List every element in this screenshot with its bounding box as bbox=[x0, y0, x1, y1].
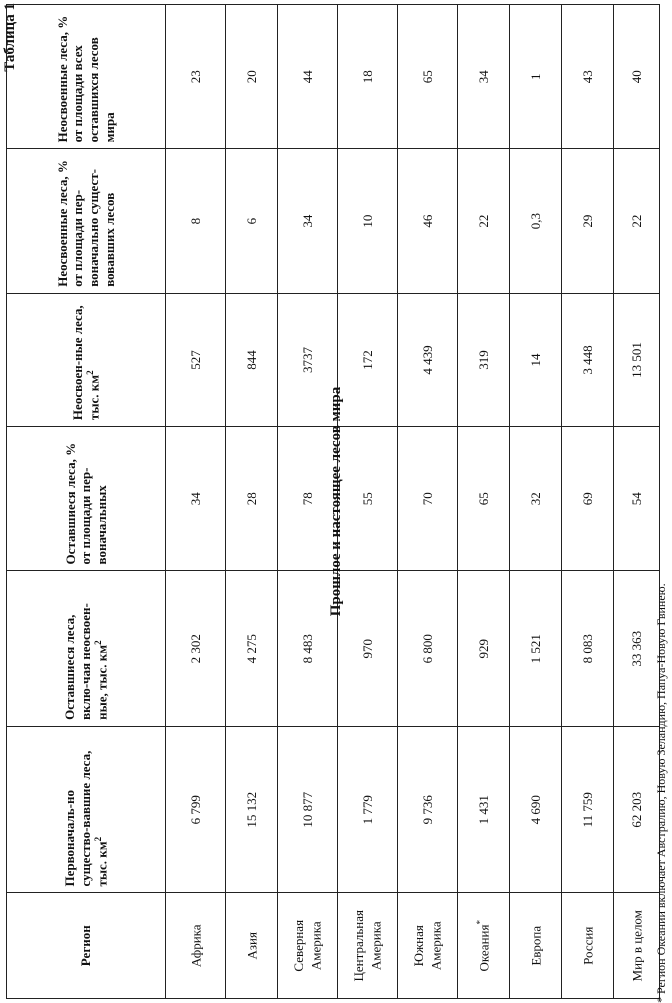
table-body bbox=[166, 5, 660, 999]
value-cell: 70 bbox=[398, 427, 458, 571]
value-cell: 172 bbox=[338, 293, 398, 426]
value-cell: 22 bbox=[614, 149, 660, 293]
value-cell: 6 800 bbox=[398, 571, 458, 726]
value-cell: 319 bbox=[458, 293, 510, 426]
region-cell: Европа bbox=[510, 893, 562, 999]
value-cell: 8 483 bbox=[278, 571, 338, 726]
header-original-forests: Первоначаль-но существо-вавшие леса, тыс. $км^2$ bbox=[7, 726, 166, 893]
value-cell: 69 bbox=[562, 427, 614, 571]
value-cell: 32 bbox=[510, 427, 562, 571]
value-cell: 0,3 bbox=[510, 149, 562, 293]
value-cell: 3737 bbox=[278, 293, 338, 426]
value-cell: 4 690 bbox=[510, 726, 562, 893]
table-title: Прошлое и настоящее лесов мира bbox=[328, 386, 344, 617]
header-frontier-percent-original: Неосвоенные леса, % от площади пер-воначально сущест-вовавших лесов bbox=[7, 149, 166, 293]
value-cell: 65 bbox=[458, 427, 510, 571]
region-cell: Мир в целом bbox=[614, 893, 660, 999]
value-cell: 10 877 bbox=[278, 726, 338, 893]
value-cell: 20 bbox=[226, 5, 278, 149]
value-cell: 14 bbox=[510, 293, 562, 426]
value-cell: 4 439 bbox=[398, 293, 458, 426]
value-cell: 40 bbox=[614, 5, 660, 149]
table-label: Таблица 1 bbox=[2, 3, 18, 72]
header-remaining-forests: Оставшиеся леса, вклю-чая неосвоен-ные, тыс. $км^2$ bbox=[7, 571, 166, 726]
region-cell: Азия bbox=[226, 893, 278, 999]
value-cell: 844 bbox=[226, 293, 278, 426]
value-cell: 8 bbox=[166, 149, 226, 293]
value-cell: 10 bbox=[338, 149, 398, 293]
table-row bbox=[166, 5, 226, 999]
value-cell: 13 501 bbox=[614, 293, 660, 426]
value-cell: 970 bbox=[338, 571, 398, 726]
region-cell: Северная Америка bbox=[278, 893, 338, 999]
value-cell: 23 bbox=[166, 5, 226, 149]
value-cell: 34 bbox=[458, 5, 510, 149]
region-cell: Африка bbox=[166, 893, 226, 999]
value-cell: 9 736 bbox=[398, 726, 458, 893]
region-cell: Россия bbox=[562, 893, 614, 999]
header-remaining-percent: Оставшиеся леса, % от площади пер-воначальных bbox=[7, 427, 166, 571]
value-cell: 33 363 bbox=[614, 571, 660, 726]
value-cell: 62 203 bbox=[614, 726, 660, 893]
value-cell: 28 bbox=[226, 427, 278, 571]
region-cell: Центральная Америка bbox=[338, 893, 398, 999]
table-row bbox=[510, 5, 562, 999]
region-cell: Южная Америка bbox=[398, 893, 458, 999]
value-cell: 34 bbox=[278, 149, 338, 293]
value-cell: 46 bbox=[398, 149, 458, 293]
region-cell: Океания* bbox=[458, 893, 510, 999]
table-row bbox=[398, 5, 458, 999]
value-cell: 22 bbox=[458, 149, 510, 293]
footnote: * Регион Океании включает Австралию, Новую Зеландию, Папуа-Новую Гвинею. bbox=[654, 583, 668, 1003]
value-cell: 3 448 bbox=[562, 293, 614, 426]
value-cell: 929 bbox=[458, 571, 510, 726]
value-cell: 11 759 bbox=[562, 726, 614, 893]
value-cell: 8 083 bbox=[562, 571, 614, 726]
table-row bbox=[226, 5, 278, 999]
value-cell: 527 bbox=[166, 293, 226, 426]
value-cell: 43 bbox=[562, 5, 614, 149]
table-row bbox=[458, 5, 510, 999]
header-region: Регион bbox=[7, 893, 166, 999]
value-cell: 44 bbox=[278, 5, 338, 149]
value-cell: 55 bbox=[338, 427, 398, 571]
value-cell: 2 302 bbox=[166, 571, 226, 726]
value-cell: 65 bbox=[398, 5, 458, 149]
table-row bbox=[614, 5, 660, 999]
header-frontier-forests: Неосвоен-ные леса, тыс. $км^2$ bbox=[7, 293, 166, 426]
value-cell: 4 275 bbox=[226, 571, 278, 726]
value-cell: 6 bbox=[226, 149, 278, 293]
table-row bbox=[338, 5, 398, 999]
value-cell: 15 132 bbox=[226, 726, 278, 893]
header-frontier-percent-world: Неосвоенные леса, % от площади всех оставшихся лесов мира bbox=[7, 5, 166, 149]
value-cell: 6 799 bbox=[166, 726, 226, 893]
value-cell: 54 bbox=[614, 427, 660, 571]
value-cell: 78 bbox=[278, 427, 338, 571]
value-cell: 18 bbox=[338, 5, 398, 149]
value-cell: 1 bbox=[510, 5, 562, 149]
value-cell: 34 bbox=[166, 427, 226, 571]
value-cell: 1 431 bbox=[458, 726, 510, 893]
table-row bbox=[562, 5, 614, 999]
value-cell: 1 779 bbox=[338, 726, 398, 893]
value-cell: 29 bbox=[562, 149, 614, 293]
value-cell: 1 521 bbox=[510, 571, 562, 726]
